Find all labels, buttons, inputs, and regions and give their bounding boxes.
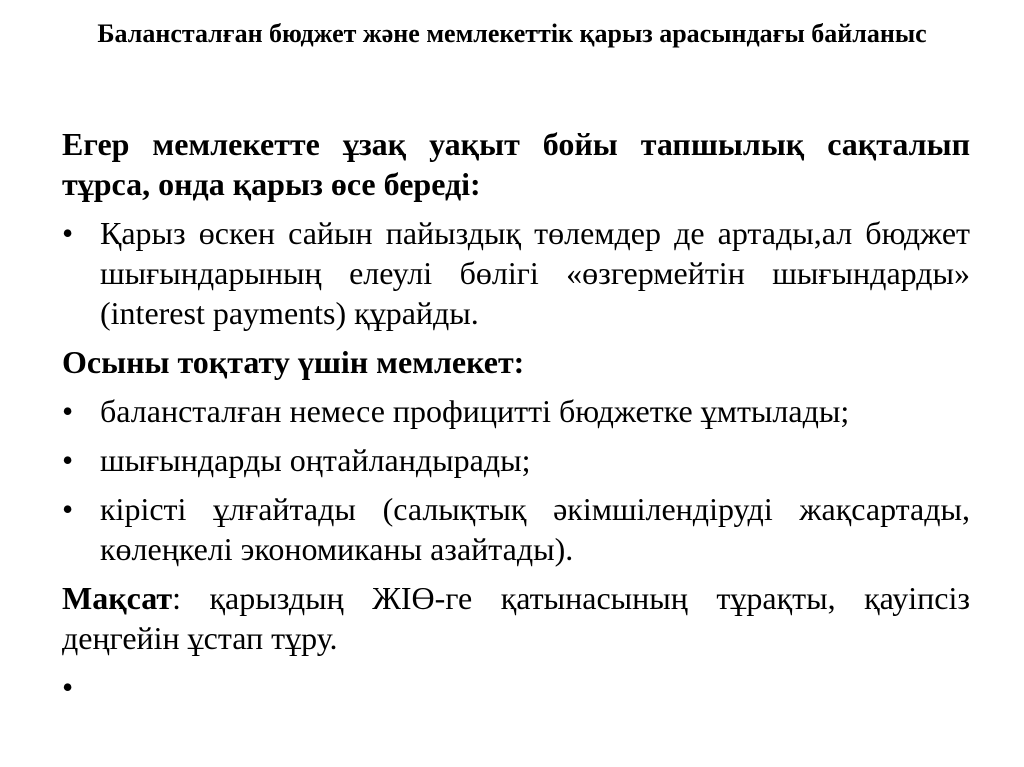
bullet-dot: • (62, 491, 74, 527)
bullet-text: Қарыз өскен сайын пайыздық төлемдер де артады,ал бюджет шығындарының елеулі бөлігі «өзгермейтін шығындарды» (interest payments) құрайды. (100, 215, 970, 331)
bullet-item (62, 489, 970, 569)
goal-label: Мақсат (62, 580, 173, 616)
bullet-dot: • (62, 669, 74, 705)
goal-paragraph (62, 578, 970, 658)
bullet-dot: • (62, 442, 74, 478)
slide-content (62, 124, 970, 716)
bullet-text: балансталған немесе профицитті бюджетке ұмтылады; (100, 393, 850, 429)
goal-text: : қарыздың ЖІӨ-ге қатынасының тұрақты, қауіпсіз деңгейін ұстап тұру. (62, 580, 970, 656)
bullet-text: кірісті ұлғайтады (салықтық әкімшілендіруді жақсартады, көлеңкелі экономиканы азайтады). (100, 491, 970, 567)
bullet-dot: • (62, 215, 74, 251)
measures-heading: Осыны тоқтату үшін мемлекет: (62, 344, 525, 380)
slide-title: Балансталған бюджет және мемлекеттік қарыз арасындағы байланыс (97, 19, 927, 48)
bullet-item (62, 213, 970, 333)
bullet-item (62, 391, 970, 431)
empty-bullet-item (62, 667, 970, 707)
bullet-dot: • (62, 393, 74, 429)
intro-paragraph: Егер мемлекетте ұзақ уақыт бойы тапшылық сақталып тұрса, онда қарыз өсе береді: (62, 126, 970, 202)
bullet-item (62, 440, 970, 480)
bullet-text: шығындарды оңтайландырады; (100, 442, 531, 478)
